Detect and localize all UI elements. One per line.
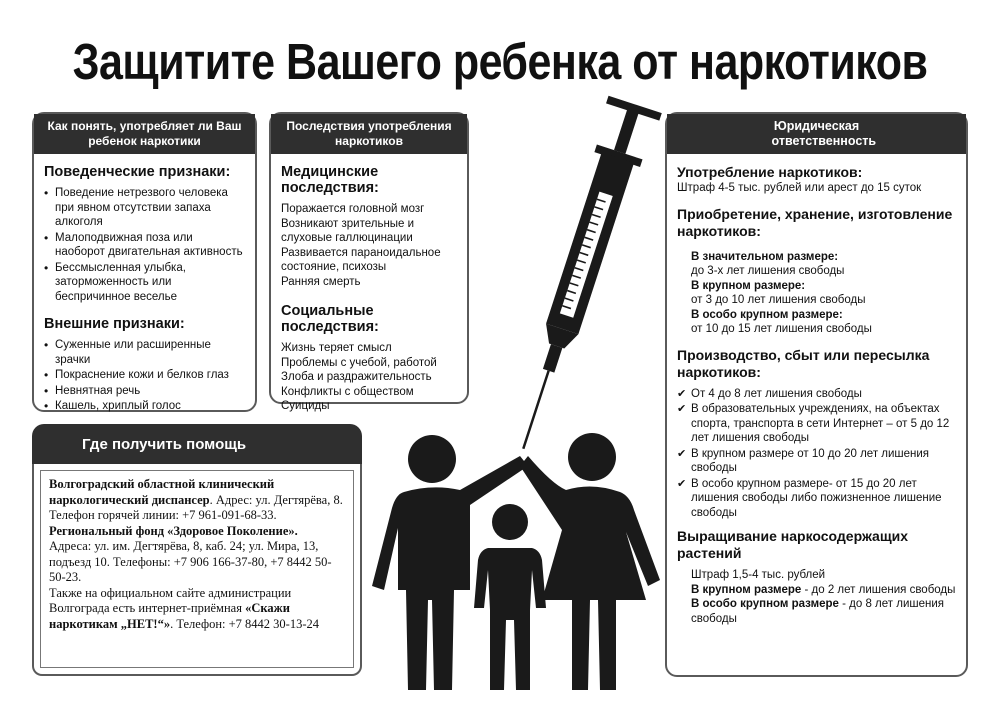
list-item: ✔ В особо крупном размере- от 15 до 20 лет лишения свободы либо пожизненное лишение свободы [677,477,956,521]
list-item: Жизнь теряет смысл [281,342,392,354]
prod-title: Производство, сбыт или пересылка наркотиков: [677,346,930,380]
use-title: Употребление наркотиков: [677,164,863,180]
medical-title: Медицинские последствия: [281,164,379,196]
external-title: Внешние признаки: [44,316,185,332]
acq-text: до 3-х лет лишения свободы [691,265,845,277]
list-item: Развивается параноидальное состояние, психозы [281,246,441,273]
grow-label: В особо крупном размере [691,598,839,610]
behavioral-title: Поведенческие признаки: [44,164,231,180]
grow-text: Штраф 1,5-4 тыс. рублей [691,569,826,581]
list-item: Ранняя смерть [281,275,361,288]
list-item: • Невнятная речь [44,384,245,399]
list-item: • Бессмысленная улыбка, заторможенность или беспричинное веселье [44,261,245,305]
grow-label: В крупном размере [691,583,802,596]
help-org2-name: Региональный фонд «Здоровое Поколение». [49,523,298,538]
list-item: Проблемы с учебой, работой [281,356,437,369]
syringe-icon [497,96,662,458]
grow-title: Выращивание наркосодержащих растений [677,528,909,561]
page-title: Защитите Вашего ребенка от наркотиков [72,34,928,91]
list-item: Возникают зрительные и слуховые галлюцинации [281,217,415,244]
use-text: Штраф 4-5 тыс. рублей или арест до 15 суток [677,182,922,194]
help-org2-text: Адреса: ул. им. Дегтярёва, 8, каб. 24; ул. Мира, 13, подъезд 10. Телефоны: +7 906 166-37-80, +7 8442 50-50-23. [49,539,332,584]
list-item: ✔ От 4 до 8 лет лишения свободы [677,387,956,402]
social-title: Социальные последствия: [281,303,379,335]
legal-card-header-text: Юридическая ответственность [771,119,877,148]
acq-label: В особо крупном размере: [691,308,843,321]
help-extra-text: Также на официальном сайте администрации Волгограда есть интернет-приёмная [49,585,292,615]
list-item: • Суженные или расширенные зрачки [44,338,245,367]
help-org1-name: Волгоградский областной клинический наркологический диспансер [49,477,275,507]
acq-text: от 10 до 15 лет лишения свободы [691,323,872,335]
acq-title: Приобретение, хранение, изготовление наркотиков: [677,205,953,239]
help-header: Где получить помощь [32,424,362,464]
help-extra-name: «Скажи наркотикам „НЕТ!“» [49,601,290,631]
signs-card-header: Как понять, употребляет ли Ваш ребенок наркотики [34,114,255,154]
list-item: Конфликты с обществом [281,385,414,398]
acq-label: В значительном размере: [691,250,839,263]
list-item: • Поведение нетрезвого человека при явном отсутствии запаха алкоголя [44,186,245,230]
list-item: Суициды [281,400,330,412]
list-item: Поражается головной мозг [281,203,425,215]
help-extra-phone: . Телефон: +7 8442 30-13-24 [170,616,320,631]
list-item: ✔ В крупном размере от 10 до 20 лет лишения свободы [677,447,956,476]
consequences-card-header: Последствия употребления наркотиков [271,114,467,154]
grow-item-text: - до 8 лет лишения свободы [691,598,944,625]
list-item: • Кашель, хриплый голос [44,399,245,414]
list-item: ✔ В образовательных учреждениях, на объектах спорта, транспорта в сети Интернет – от 5 до 12 лет лишения свободы [677,402,956,446]
list-item: Злоба и раздражительность [281,371,432,383]
acq-label: В крупном размере: [691,279,806,292]
list-item: • Малоподвижная поза или наоборот двигательная активность [44,231,245,260]
acq-text: от 3 до 10 лет лишения свободы [691,294,866,306]
help-org1-text: . Адрес: ул. Дегтярёва, 8. Телефон горячей линии: +7 961-091-68-33. [49,492,343,522]
grow-item-text: - до 2 лет лишения свободы [801,583,956,596]
list-item: • Покраснение кожи и белков глаз [44,368,245,383]
family-silhouette-icon [372,433,660,690]
